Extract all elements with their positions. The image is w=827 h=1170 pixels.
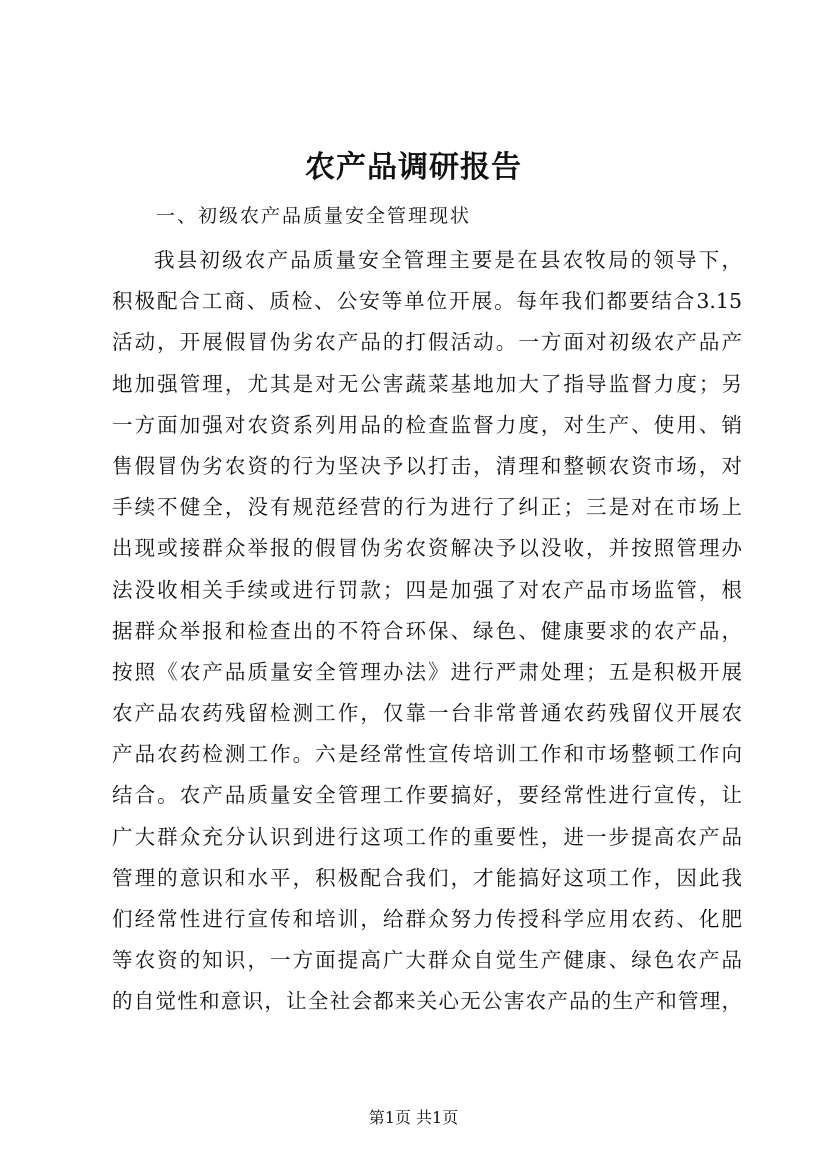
paragraph-line: 们经常性进行宣传和培训，给群众努力传授科学应用农药、化肥 xyxy=(112,907,742,931)
paragraph-line: 农产品农药残留检测工作，仅靠一台非常普通农药残留仪开展农 xyxy=(112,701,742,726)
page-number-footer: 第1页 共1页 xyxy=(368,1108,459,1127)
paragraph-line: 产品农药检测工作。六是经常性宣传培训工作和市场整顿工作向 xyxy=(112,742,742,767)
paragraph-line: 等农资的知识，一方面提高广大群众自觉生产健康、绿色农产品 xyxy=(112,948,742,973)
paragraph-line: 我县初级农产品质量安全管理主要是在县农牧局的领导下， xyxy=(154,248,742,272)
document-title: 农产品调研报告 xyxy=(305,150,522,185)
paragraph-line: 活动，开展假冒伪劣农产品的打假活动。一方面对初级农产品产 xyxy=(112,330,742,355)
paragraph-line: 售假冒伪劣农资的行为坚决予以打击，清理和整顿农资市场，对 xyxy=(112,453,742,478)
paragraph-line: 据群众举报和检查出的不符合环保、绿色、健康要求的农产品， xyxy=(112,618,742,643)
paragraph-line: 出现或接群众举报的假冒伪劣农资解决予以没收，并按照管理办 xyxy=(112,536,742,561)
paragraph-line: 手续不健全，没有规范经营的行为进行了纠正；三是对在市场上 xyxy=(112,495,742,520)
paragraph-line: 一方面加强对农资系列用品的检查监督力度，对生产、使用、销 xyxy=(112,412,742,437)
paragraph-line: 积极配合工商、质检、公安等单位开展。每年我们都要结合3.15 xyxy=(112,289,742,314)
body-paragraph xyxy=(112,240,742,1023)
paragraph-line: 管理的意识和水平，积极配合我们，才能搞好这项工作，因此我 xyxy=(112,865,742,890)
paragraph-line: 地加强管理，尤其是对无公害蔬菜基地加大了指导监督力度；另 xyxy=(112,371,742,396)
paragraph-line: 结合。农产品质量安全管理工作要搞好，要经常性进行宣传，让 xyxy=(112,783,742,808)
paragraph-line: 法没收相关手续或进行罚款；四是加强了对农产品市场监管，根 xyxy=(112,577,742,602)
paragraph-line: 的自觉性和意识，让全社会都来关心无公害农产品的生产和管理， xyxy=(112,989,742,1014)
paragraph-line: 广大群众充分认识到进行这项工作的重要性，进一步提高农产品 xyxy=(112,824,742,849)
section-heading: 一、初级农产品质量安全管理现状 xyxy=(156,205,472,227)
paragraph-line: 按照《农产品质量安全管理办法》进行严肃处理；五是积极开展 xyxy=(112,659,742,684)
